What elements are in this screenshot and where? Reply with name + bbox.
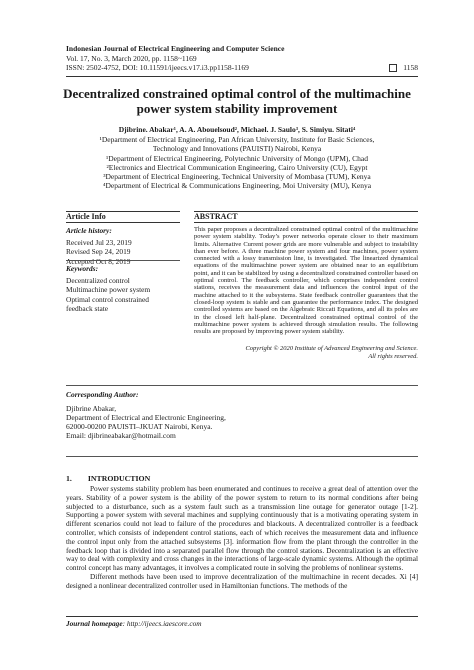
- corresponding-dept: Department of Electrical and Electronic Engineering,: [66, 413, 226, 422]
- journal-issn: ISSN: 2502-4752, DOI: 10.11591/ijeecs.v17.i3.pp1158-1169: [66, 63, 249, 72]
- section-number: 1.: [66, 474, 72, 483]
- paragraph: Power systems stability problem has been enumerated and continues to receive a great deal of attention over the years. Stability of a power system is the ability of the power system to return to its normal conditions after being subjected to a disturbance, such as a system fault such as a transmission line outage for generator outage [1-2]. Supporting a power system with several machines and supplying continuously that is a motivating operating system in different scenarios could not lead to failure of the procedures and blackouts. A decentralized controller is a feedback controller, which consists of independent control stations, each of which receives the measurement data and influence the control input only from the attached subsystems [3]. information flow from the plant through the controller in the feedback loop that is divided into a separated parallel flow through the control stations. Decentralization is an effective way to deal with complexity and cross changes in the interactions of large-scale dynamic systems. Although the optimal control concept has many advantages, it involves a complicated route in solving the problems of nonlinear systems.: [66, 484, 418, 573]
- square-icon: [389, 64, 397, 72]
- author-block: [70, 125, 404, 190]
- corresponding-top-rule: [66, 385, 418, 386]
- introduction-body: [66, 485, 418, 591]
- section-title: INTRODUCTION: [87, 474, 151, 483]
- affiliation: ³Department of Electrical Engineering, Technical University of Mombasa (TUM), Kenya: [103, 172, 371, 182]
- article-info-heading: Article Info: [66, 212, 106, 221]
- keywords-block: [66, 264, 180, 313]
- article-info-rule: [66, 222, 180, 223]
- journal-issn-row: [66, 63, 418, 73]
- affiliation: ⁴Department of Electrical & Communications Engineering, Moi University (MU), Kenya: [102, 181, 372, 191]
- rights-line: All rights reserved.: [368, 353, 418, 360]
- title-line-1: Decentralized constrained optimal control of the multimachine: [63, 86, 411, 101]
- copyright-block: [194, 345, 418, 361]
- section-heading: [66, 474, 150, 483]
- affiliation: ¹Department of Electrical Engineering, Pan African University, Institute for Basic Sciences,: [99, 135, 375, 145]
- corresponding-bottom-rule: [66, 456, 418, 457]
- corresponding-label: Corresponding Author:: [66, 390, 139, 399]
- accepted-date: Accepted Oct 8, 2019: [66, 256, 131, 266]
- journal-name: Indonesian Journal of Electrical Engineering and Computer Science: [66, 44, 285, 53]
- keyword: feedback state: [66, 303, 109, 313]
- affiliation: ²Electronics and Electrical Communication Engineering, Cairo University (CU), Egypt: [106, 162, 368, 172]
- history-label: Article history:: [66, 226, 112, 235]
- affiliation: ¹Department of Electrical Engineering, Polytechnic University of Mongo (UPM), Chad: [106, 153, 368, 163]
- page-number: 1158: [403, 63, 418, 72]
- affiliation: Technology and Innovations (PAUISTI) Nairobi, Kenya: [152, 144, 322, 154]
- corresponding-email: Email: djibrineabakar@hotmail.com: [66, 431, 176, 440]
- corresponding-address: 62000-00200 PAUISTI–JKUAT Nairobi, Kenya.: [66, 422, 213, 431]
- corresponding-author: [66, 390, 418, 440]
- abstract-rule: [194, 222, 418, 223]
- revised-date: Revised Sep 24, 2019: [66, 247, 131, 257]
- abstract-text: This paper proposes a decentralized constrained optimal control of the multimachine power system stability. Today’s power networks operate closer to their maximum limits. Alternative Current power grids are more vulnerable and subject to instability than ever before. A three machine power system and four machines, power system connected with a lossy transmission line, is investigated. The linearized dynamical equations of the multimachine power system are obtained near to an equilibrium point, and it can be stabilized by using a decentralized constrained controller based on optimal control. The feedback controller, which comprises independent control stations, receives the measurement data and influences the control input of the machine attached to it the subsystems. State feedback controller guarantees that the closed-loop system is stable and can guarantee the performance index. The designed controlled systems are based on the Algebraic Riccati Equations, and all its poles are in the closed left half-plane. Decentralized constrained optimal control of the multimachine power system is achieved through simulation results. The following results are proposed by improving power system stability.: [194, 226, 418, 336]
- homepage-url[interactable]: : http://ijeecs.iaescore.com: [122, 619, 202, 628]
- paper-title: [40, 86, 434, 116]
- header-rule: [66, 76, 418, 77]
- journal-volume: Vol. 17, No. 3, March 2020, pp. 1158~1169: [66, 53, 197, 63]
- journal-header: [66, 44, 418, 73]
- abstract-heading: ABSTRACT: [194, 212, 238, 221]
- homepage-label: Journal homepage: [66, 619, 123, 628]
- copyright-line: Copyright © 2020 Institute of Advanced Engineering and Science.: [245, 345, 418, 352]
- footer-rule: [66, 616, 418, 617]
- history-rule: [66, 260, 180, 261]
- received-date: Received Jul 23, 2019: [66, 238, 132, 248]
- author-names: Djibrine. Abakar¹, A. A. Abouelsoud², Michael. J. Saulo³, S. Simiyu. Sitati⁴: [118, 125, 356, 134]
- paragraph: Different methods have been used to improve decentralization of the multimachine in recent decades. Xi [4] designed a nonlinear decentralized controller used in Hamiltonian functions. The methods of the: [66, 571, 418, 590]
- corresponding-name: Djibrine Abakar,: [66, 404, 117, 413]
- keyword: Optimal control constrained: [66, 294, 149, 304]
- keyword: Decentralized control: [66, 276, 130, 286]
- page-number-box: [389, 63, 418, 73]
- journal-footer: [66, 619, 202, 628]
- keyword: Multimachine power system: [66, 285, 151, 295]
- title-line-2: power system stability improvement: [136, 101, 338, 116]
- keywords-label: Keywords:: [66, 264, 99, 273]
